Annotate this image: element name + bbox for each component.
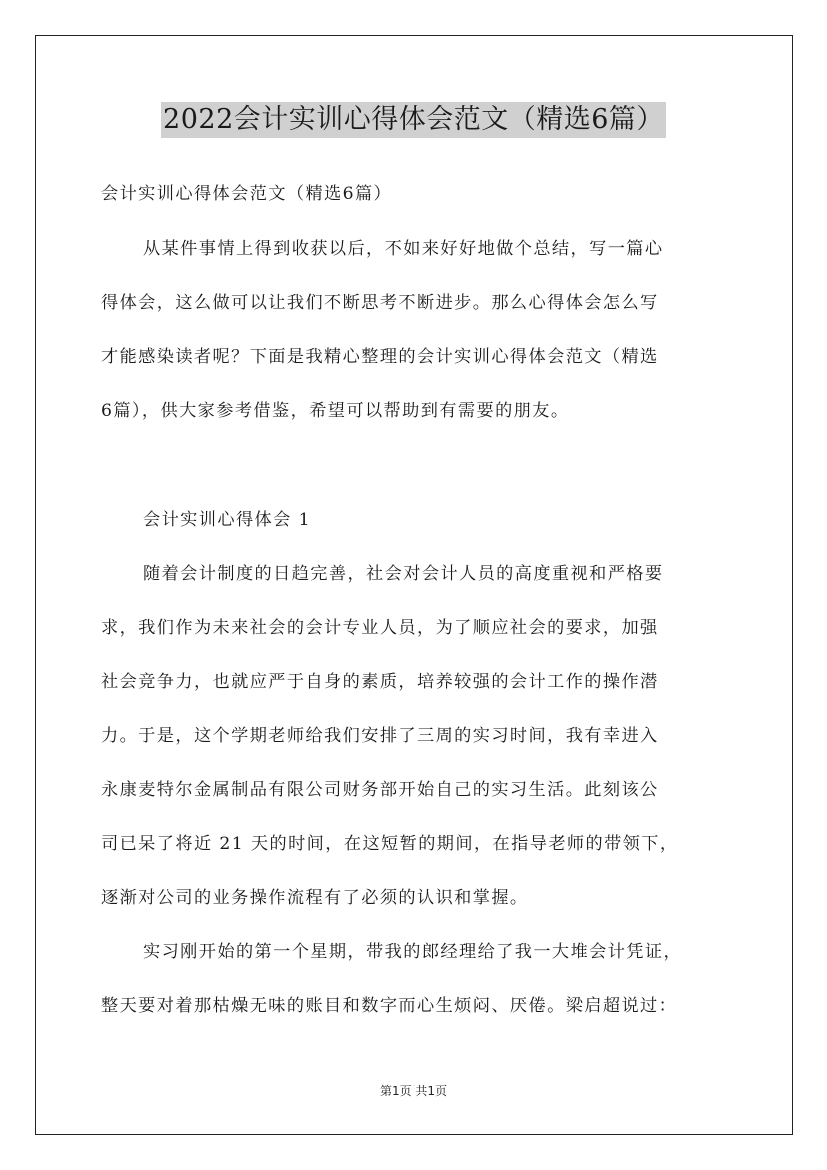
- paragraph-line: 整天要对着那枯燥无味的账目和数字而心生烦闷、厌倦。梁启超说过：: [101, 996, 678, 1016]
- document-title: 2022会计实训心得体会范文（精选6篇）: [161, 102, 666, 138]
- paragraph-line: 随着会计制度的日趋完善，社会对会计人员的高度重视和严格要: [143, 564, 664, 584]
- title-container: [0, 102, 827, 138]
- paragraph-line: 实习刚开始的第一个星期，带我的郎经理给了我一大堆会计凭证，: [143, 942, 683, 962]
- page-number: 第1页 共1页: [379, 1084, 448, 1098]
- paragraph-line: 逐渐对公司的业务操作流程有了必须的认识和掌握。: [101, 888, 529, 908]
- section-heading: 会计实训心得体会 1: [143, 510, 311, 530]
- paragraph-line: 永康麦特尔金属制品有限公司财务部开始自己的实习生活。此刻该公: [101, 780, 659, 800]
- paragraph-line: 力。于是，这个学期老师给我们安排了三周的实习时间，我有幸进入: [101, 726, 659, 746]
- paragraph-line: 社会竞争力，也就应严于自身的素质，培养较强的会计工作的操作潜: [101, 672, 659, 692]
- intro-line: 6篇），供大家参考借鉴，希望可以帮助到有需要的朋友。: [101, 401, 570, 421]
- intro-line: 得体会，这么做可以让我们不断思考不断进步。那么心得体会怎么写: [101, 293, 659, 313]
- document-subtitle: 会计实训心得体会范文（精选6篇）: [101, 184, 393, 204]
- intro-line: 从某件事情上得到收获以后，不如来好好地做个总结，写一篇心: [143, 239, 664, 259]
- paragraph-line: 求，我们作为未来社会的会计专业人员，为了顺应社会的要求，加强: [101, 618, 659, 638]
- intro-line: 才能感染读者呢？下面是我精心整理的会计实训心得体会范文（精选: [101, 347, 659, 367]
- paragraph-line: 司已呆了将近 21 天的时间，在这短暂的期间，在指导老师的带领下，: [101, 834, 679, 854]
